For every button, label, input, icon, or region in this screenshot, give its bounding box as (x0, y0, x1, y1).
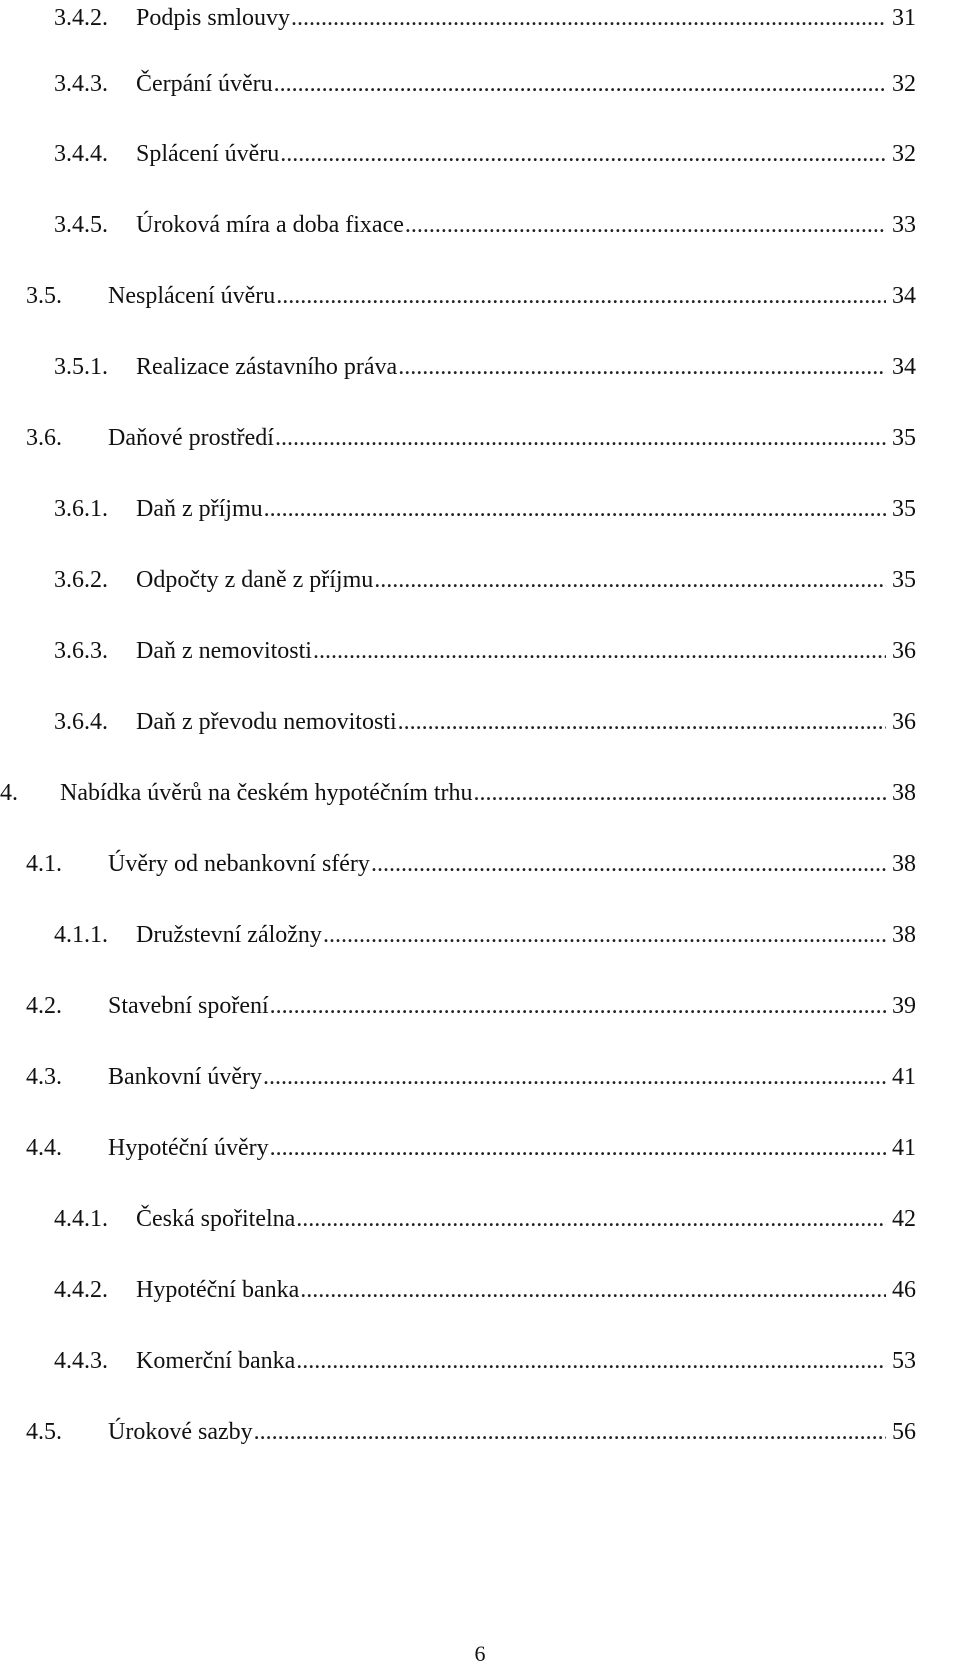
toc-entry[interactable] (26, 846, 916, 882)
toc-entry-page: 36 (892, 709, 916, 735)
toc-dot-leader (275, 420, 886, 456)
toc-dot-leader (323, 917, 886, 953)
toc-entry-title: Odpočty z daně z příjmu (136, 567, 374, 593)
toc-dot-leader (270, 1130, 886, 1166)
toc-entry-title: Daň z příjmu (136, 496, 263, 522)
toc-dot-leader (264, 491, 886, 527)
toc-entry-title: Čerpání úvěru (136, 71, 273, 97)
toc-entry-title: Realizace zástavního práva (136, 354, 398, 380)
toc-entry-title: Nesplácení úvěru (108, 283, 276, 309)
toc-entry-page: 35 (892, 425, 916, 451)
toc-dot-leader (405, 207, 886, 243)
toc-entry[interactable] (54, 1343, 916, 1379)
toc-dot-leader (398, 704, 886, 740)
toc-entry-number: 4.4.1. (54, 1206, 108, 1232)
toc-entry-page: 38 (892, 922, 916, 948)
toc-entry-page: 38 (892, 851, 916, 877)
toc-entry-title: Komerční banka (136, 1348, 296, 1374)
page-number: 6 (474, 1641, 486, 1666)
toc-dot-leader (474, 775, 886, 811)
toc-dot-leader (300, 1272, 886, 1308)
toc-entry-number: 3.6.3. (54, 638, 108, 664)
toc-entry-number: 4.1.1. (54, 922, 108, 948)
toc-entry[interactable] (54, 66, 916, 102)
toc-entry[interactable] (54, 1201, 916, 1237)
toc-entry-page: 38 (892, 780, 916, 806)
toc-dot-leader (276, 278, 886, 314)
toc-entry-number: 4. (0, 780, 18, 806)
toc-entry-number: 3.4.5. (54, 212, 108, 238)
toc-entry-number: 4.4.3. (54, 1348, 108, 1374)
toc-entry-title: Nabídka úvěrů na českém hypotéčním trhu (60, 780, 473, 806)
toc-entry[interactable] (26, 1059, 916, 1095)
toc-entry-number: 4.4. (26, 1135, 62, 1161)
toc-entry[interactable] (54, 207, 916, 243)
toc-entry-number: 4.5. (26, 1419, 62, 1445)
toc-dot-leader (374, 562, 886, 598)
toc-entry-page: 56 (892, 1419, 916, 1445)
toc-entry[interactable] (26, 1130, 916, 1166)
toc-dot-leader (274, 66, 886, 102)
toc-entry-page: 36 (892, 638, 916, 664)
toc-entry-number: 3.6.1. (54, 496, 108, 522)
toc-entry-number: 4.3. (26, 1064, 62, 1090)
toc-entry-number: 3.6.4. (54, 709, 108, 735)
toc-dot-leader (296, 1201, 886, 1237)
toc-entry[interactable] (54, 349, 916, 385)
toc-entry-page: 31 (892, 5, 916, 31)
toc-entry-page: 34 (892, 354, 916, 380)
toc-entry-title: Úvěry od nebankovní sféry (108, 851, 370, 877)
toc-entry[interactable] (54, 562, 916, 598)
toc-dot-leader (296, 1343, 886, 1379)
toc-entry-page: 42 (892, 1206, 916, 1232)
toc-entry-page: 35 (892, 567, 916, 593)
toc-entry[interactable] (54, 136, 916, 172)
toc-entry-page: 33 (892, 212, 916, 238)
toc-entry-number: 3.5. (26, 283, 62, 309)
toc-entry-number: 3.4.4. (54, 141, 108, 167)
toc-entry-page: 34 (892, 283, 916, 309)
toc-entry-title: Stavební spoření (108, 993, 269, 1019)
toc-dot-leader (280, 136, 886, 172)
toc-entry-number: 4.2. (26, 993, 62, 1019)
toc-entry[interactable] (54, 917, 916, 953)
toc-entry-title: Hypotéční banka (136, 1277, 300, 1303)
toc-dot-leader (263, 1059, 886, 1095)
toc-entry[interactable] (54, 633, 916, 669)
toc-entry[interactable] (26, 420, 916, 456)
toc-entry-number: 4.1. (26, 851, 62, 877)
toc-entry-number: 3.5.1. (54, 354, 108, 380)
toc-entry[interactable] (54, 1272, 916, 1308)
toc-entry-number: 4.4.2. (54, 1277, 108, 1303)
toc-entry-page: 41 (892, 1135, 916, 1161)
toc-entry-title: Bankovní úvěry (108, 1064, 262, 1090)
toc-dot-leader (291, 0, 886, 36)
toc-entry[interactable] (26, 1414, 916, 1450)
toc-dot-leader (371, 846, 886, 882)
toc-entry-page: 32 (892, 141, 916, 167)
toc-entry-page: 46 (892, 1277, 916, 1303)
toc-entry[interactable] (0, 775, 916, 811)
toc-entry[interactable] (54, 0, 916, 36)
toc-entry[interactable] (54, 491, 916, 527)
toc-entry-title: Splácení úvěru (136, 141, 280, 167)
toc-entry-title: Daň z nemovitosti (136, 638, 312, 664)
toc-entry-title: Družstevní záložny (136, 922, 322, 948)
toc-entry[interactable] (26, 988, 916, 1024)
toc-dot-leader (270, 988, 886, 1024)
toc-entry-number: 3.4.2. (54, 5, 108, 31)
toc-entry-number: 3.6. (26, 425, 62, 451)
toc-dot-leader (254, 1414, 886, 1450)
toc-entry-title: Úrokové sazby (108, 1419, 253, 1445)
toc-entry-page: 53 (892, 1348, 916, 1374)
toc-entry-title: Daňové prostředí (108, 425, 274, 451)
toc-entry-number: 3.4.3. (54, 71, 108, 97)
toc-entry[interactable] (26, 278, 916, 314)
toc-dot-leader (313, 633, 886, 669)
toc-entry-page: 39 (892, 993, 916, 1019)
toc-entry-title: Podpis smlouvy (136, 5, 291, 31)
toc-entry-title: Hypotéční úvěry (108, 1135, 269, 1161)
toc-entry-title: Daň z převodu nemovitosti (136, 709, 397, 735)
toc-entry[interactable] (54, 704, 916, 740)
toc-entry-page: 35 (892, 496, 916, 522)
toc-entry-page: 32 (892, 71, 916, 97)
toc-entry-page: 41 (892, 1064, 916, 1090)
toc-entry-title: Česká spořitelna (136, 1206, 296, 1232)
toc-dot-leader (398, 349, 886, 385)
toc-entry-title: Úroková míra a doba fixace (136, 212, 404, 238)
toc-entry-number: 3.6.2. (54, 567, 108, 593)
